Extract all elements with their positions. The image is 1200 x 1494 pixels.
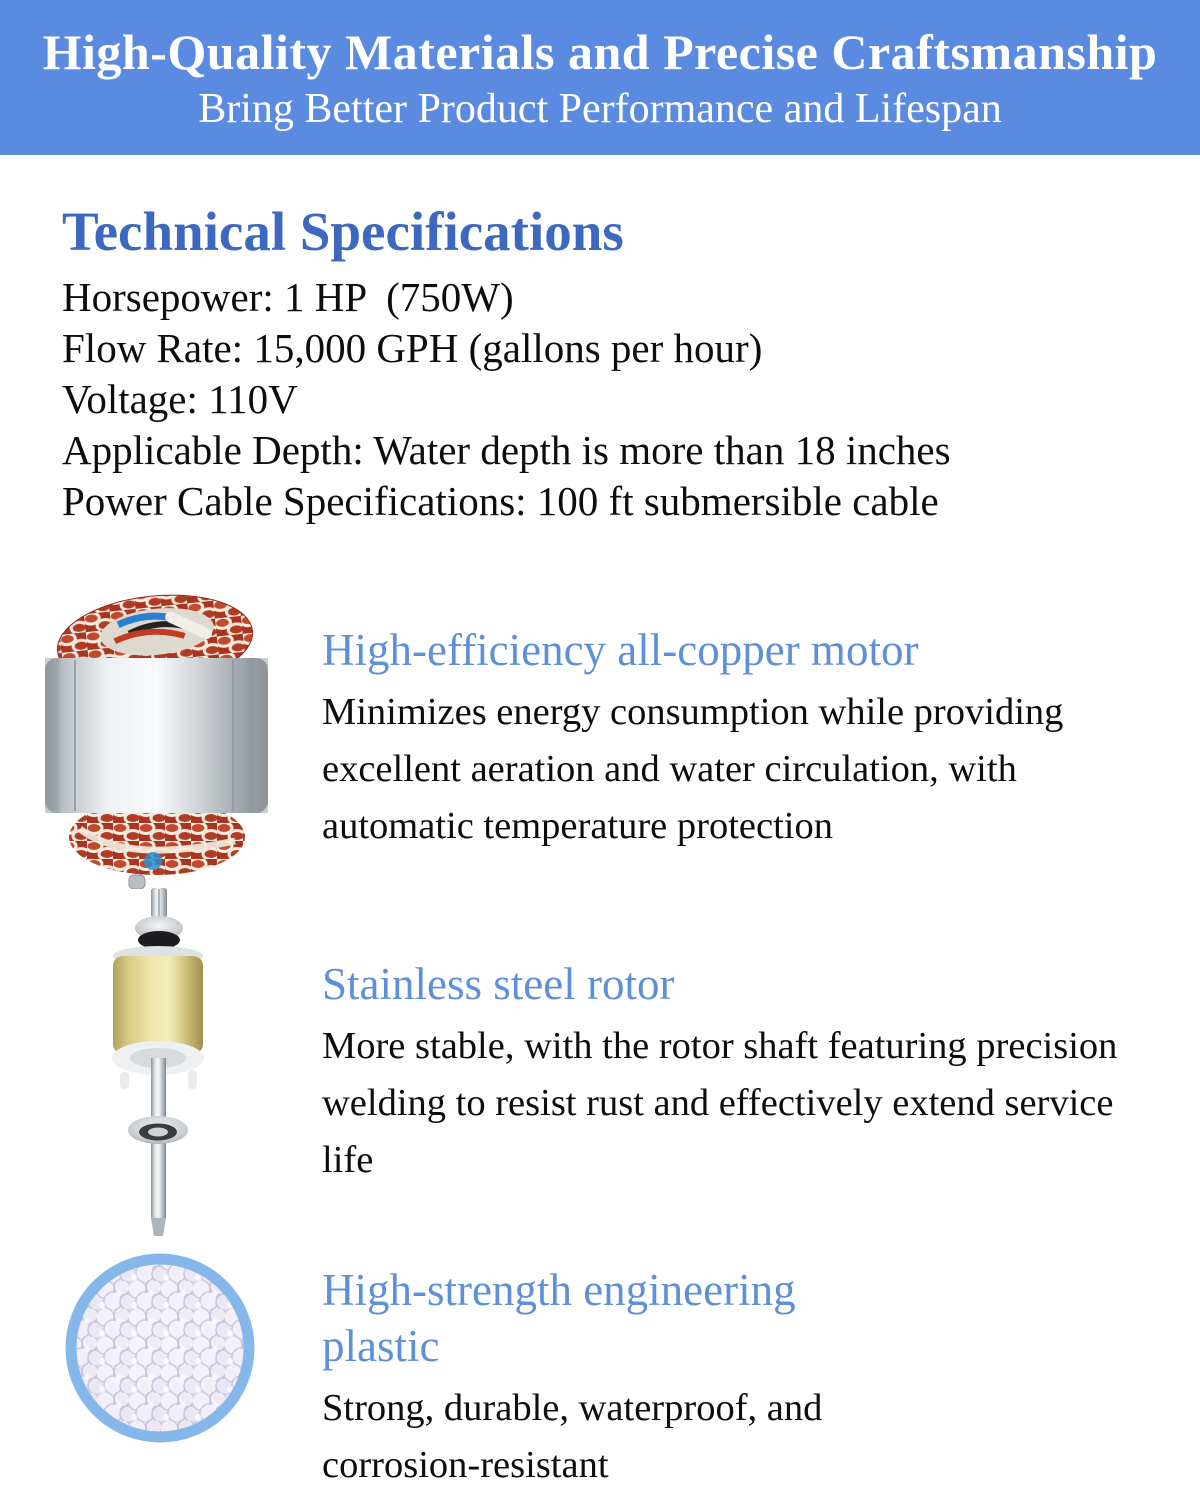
feature-heading-engineering-plastic: High-strength engineering plastic xyxy=(322,1265,796,1371)
feature-body-copper-motor: Minimizes energy consumption while providing excellent aeration and water circulation, with automatic temperature protection xyxy=(322,691,1064,847)
specs-title: Technical Specifications xyxy=(62,201,624,262)
spec-line-cable: Power Cable Specifications: 100 ft submersible cable xyxy=(62,478,939,524)
engineering-plastic-beads-image xyxy=(65,1253,255,1443)
copper-motor-image xyxy=(35,589,315,889)
feature-body-stainless-rotor: More stable, with the rotor shaft featuring precision welding to resist rust and effectively extend service life xyxy=(322,1025,1118,1181)
spec-line-depth: Applicable Depth: Water depth is more than 18 inches xyxy=(62,427,951,473)
stainless-steel-rotor-image xyxy=(108,886,208,1238)
banner xyxy=(0,0,1200,155)
spec-line-flow-rate: Flow Rate: 15,000 GPH (gallons per hour) xyxy=(62,325,763,371)
feature-engineering-plastic xyxy=(322,1262,882,1494)
banner-title: High-Quality Materials and Precise Craftsmanship xyxy=(42,23,1158,80)
feature-heading-copper-motor: High-efficiency all-copper motor xyxy=(322,625,919,675)
spec-list xyxy=(62,272,1152,527)
feature-stainless-rotor xyxy=(322,956,1152,1189)
feature-heading-stainless-rotor: Stainless steel rotor xyxy=(322,959,675,1009)
feature-body-engineering-plastic: Strong, durable, waterproof, and corrosion-resistant xyxy=(322,1387,823,1486)
feature-copper-motor xyxy=(322,622,1112,855)
spec-line-horsepower: Horsepower: 1 HP (750W) xyxy=(62,274,514,320)
spec-line-voltage: Voltage: 110V xyxy=(62,376,298,422)
banner-subtitle: Bring Better Product Performance and Lifespan xyxy=(198,85,1002,132)
